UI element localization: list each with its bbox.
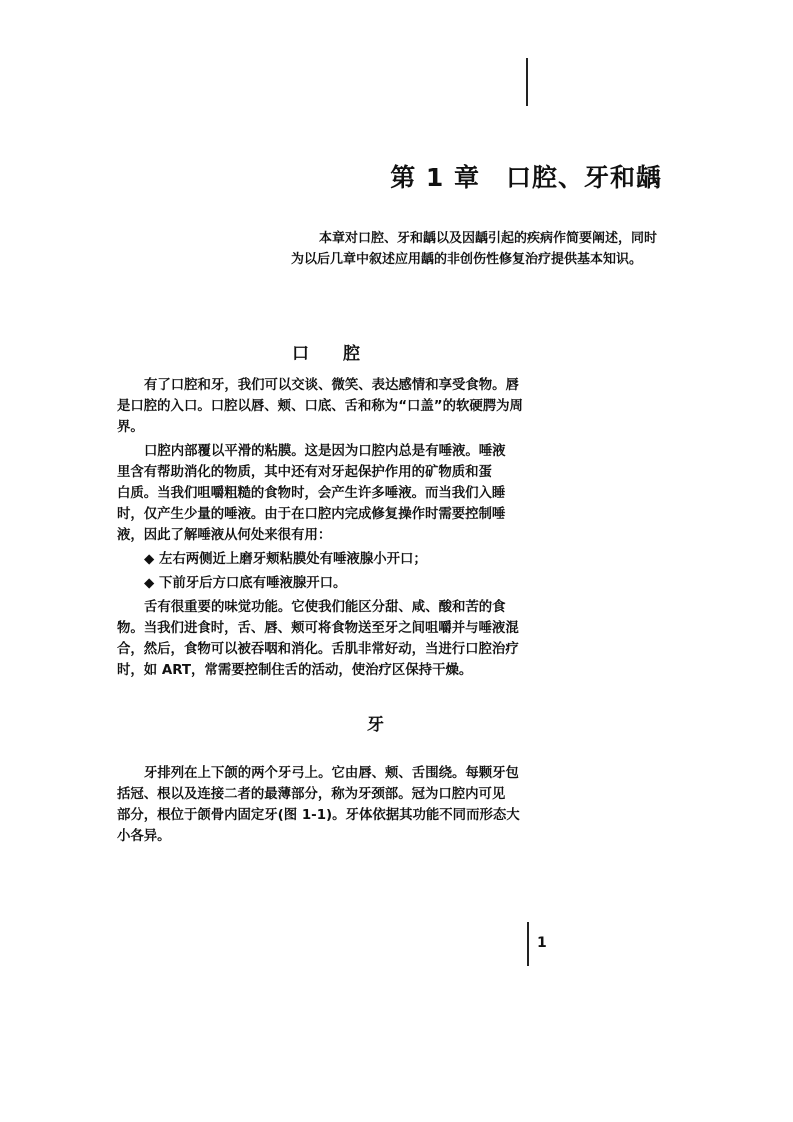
text-line: 合，然后，食物可以被吞咽和消化。舌肌非常好动，当进行口腔治疗 — [117, 642, 519, 657]
abstract-line: 本章对口腔、牙和龋以及因龋引起的疾病作简要阐述，同时 — [318, 231, 657, 246]
text-line: 时，仅产生少量的唾液。由于在口腔内完成修复操作时需要控制唾 — [117, 507, 506, 522]
text-line: 是口腔的入口。口腔以唇、颊、口底、舌和称为“口盖”的软硬腭为周 — [117, 399, 523, 414]
text-line: 时，如 ART，常需要控制住舌的活动，使治疗区保持干燥。 — [117, 663, 473, 678]
section-body-teeth — [117, 763, 553, 847]
section-heading-teeth: 牙 — [367, 715, 384, 735]
text-line: 有了口腔和牙，我们可以交谈、微笑、表达感情和享受食物。唇 — [144, 378, 519, 393]
text-line: 界。 — [117, 420, 144, 435]
text-line: 舌有很重要的味觉功能。它使我们能区分甜、咸、酸和苦的食 — [144, 600, 506, 615]
page-number-rule — [527, 922, 529, 966]
section-body-mouth — [117, 375, 553, 681]
chapter-abstract — [291, 228, 657, 270]
text-line: 部分，根位于颌骨内固定牙(图 1-1)。牙体依据其功能不同而形态大 — [117, 808, 520, 823]
text-line: 里含有帮助消化的物质，其中还有对牙起保护作用的矿物质和蛋 — [117, 465, 492, 480]
top-margin-rule — [526, 58, 528, 106]
text-line: 白质。当我们咀嚼粗糙的食物时，会产生许多唾液。而当我们入睡 — [117, 486, 506, 501]
text-line: 牙排列在上下颌的两个牙弓上。它由唇、颊、舌围绕。每颗牙包 — [144, 766, 519, 781]
text-line: 括冠、根以及连接二者的最薄部分，称为牙颈部。冠为口腔内可见 — [117, 787, 506, 802]
text-line: 液，因此了解唾液从何处来很有用： — [117, 528, 332, 543]
chapter-title: 第 1 章 口腔、牙和龋 — [390, 163, 662, 192]
page-number: 1 — [537, 935, 547, 951]
text-line: 小各异。 — [117, 829, 171, 844]
section-heading-mouth: 口 腔 — [292, 344, 360, 364]
text-line: 物。当我们进食时，舌、唇、颊可将食物送至牙之间咀嚼并与唾液混 — [117, 621, 519, 636]
text-line: 口腔内部覆以平滑的粘膜。这是因为口腔内总是有唾液。唾液 — [144, 444, 506, 459]
bullet-item: ◆ 下前牙后方口底有唾液腺开口。 — [144, 576, 347, 591]
bullet-item: ◆ 左右两侧近上磨牙颊粘膜处有唾液腺小开口； — [144, 552, 427, 567]
abstract-line: 为以后几章中叙述应用龋的非创伤性修复治疗提供基本知识。 — [290, 252, 642, 267]
